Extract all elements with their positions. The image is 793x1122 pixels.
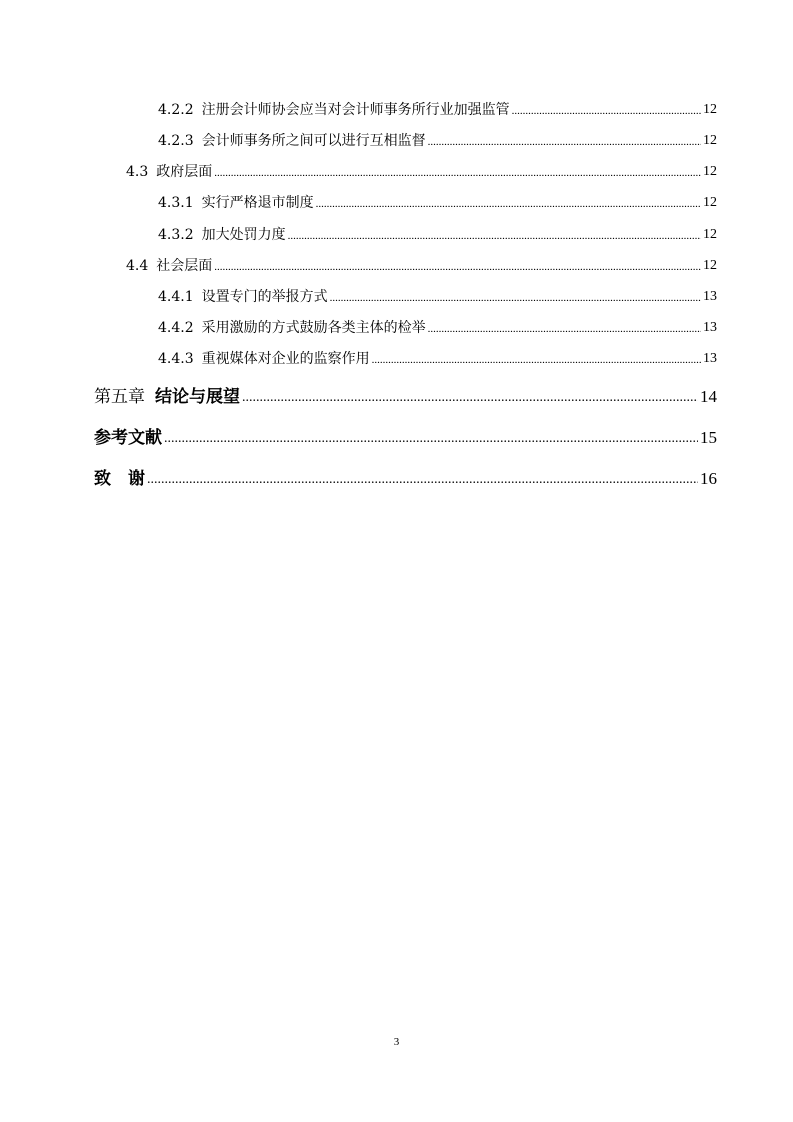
toc-entry-page: 13: [703, 289, 717, 304]
toc-entry-4-4-3[interactable]: [158, 349, 717, 369]
toc-leader-dots: [512, 102, 701, 120]
toc-entry-title: 结论与展望: [155, 387, 240, 407]
toc-entry-page: 15: [700, 428, 717, 447]
toc-entry-page: 12: [703, 227, 717, 242]
toc-entry-page: 12: [703, 133, 717, 148]
toc-entry-number: 4.2.2: [158, 102, 194, 118]
toc-entry-title: 致 谢: [94, 469, 145, 489]
toc-leader-dots: [164, 428, 698, 450]
toc-leader-dots: [330, 289, 701, 307]
toc-entry-page: 13: [703, 320, 717, 335]
toc-entry-title: 参考文献: [94, 428, 162, 448]
toc-entry-page: 16: [700, 469, 717, 488]
toc-entry-4-3-2[interactable]: [158, 225, 717, 245]
toc-entry-4-2-3[interactable]: [158, 131, 717, 151]
page-number: 3: [393, 1036, 400, 1048]
toc-entry-4-4-2[interactable]: [158, 318, 717, 338]
toc-entry-title: 实行严格退市制度: [201, 195, 314, 211]
toc-entry-4-2-2[interactable]: [158, 100, 717, 120]
toc-entry-page: 12: [703, 164, 717, 179]
toc-entry-4-3[interactable]: [126, 162, 717, 182]
toc-entry-number: 4.3.1: [158, 195, 194, 211]
toc-leader-dots: [214, 258, 701, 276]
toc-entry-4-3-1[interactable]: [158, 193, 717, 213]
toc-entry-acknowledgements[interactable]: [94, 467, 717, 491]
toc-entry-title: 政府层面: [156, 164, 213, 180]
toc-entry-title: 采用激励的方式鼓励各类主体的检举: [201, 320, 426, 336]
toc-leader-dots: [242, 387, 698, 409]
toc-leader-dots: [316, 195, 701, 213]
toc-entry-4-4[interactable]: [126, 256, 717, 276]
toc-entry-title: 会计师事务所之间可以进行互相监督: [201, 133, 426, 149]
toc-entry-page: 12: [703, 102, 717, 117]
toc-entry-page: 14: [700, 387, 717, 406]
toc-entry-page: 13: [703, 351, 717, 366]
toc-leader-dots: [428, 320, 701, 338]
toc-entry-number: 4.3.2: [158, 227, 194, 243]
toc-entry-4-4-1[interactable]: [158, 287, 717, 307]
toc-entry-number: 4.2.3: [158, 133, 194, 149]
toc-entry-page: 12: [703, 195, 717, 210]
toc-entry-title: 设置专门的举报方式: [201, 289, 328, 305]
toc-entry-number: 4.4: [126, 258, 149, 274]
toc-entry-number: 4.4.2: [158, 320, 194, 336]
toc-leader-dots: [428, 133, 701, 151]
toc-entry-number: 4.4.3: [158, 351, 194, 367]
toc-entry-references[interactable]: [94, 426, 717, 450]
toc-entry-title: 注册会计师协会应当对会计师事务所行业加强监管: [201, 102, 510, 118]
toc-entry-number: 4.4.1: [158, 289, 194, 305]
toc-entry-title: 重视媒体对企业的监察作用: [201, 351, 370, 367]
toc-leader-dots: [372, 351, 701, 369]
toc-entry-number: 第五章: [94, 387, 145, 407]
toc-leader-dots: [214, 164, 701, 182]
toc-leader-dots: [288, 227, 701, 245]
toc-entry-number: 4.3: [126, 164, 149, 180]
toc-entry-title: 加大处罚力度: [201, 227, 286, 243]
toc-leader-dots: [147, 469, 698, 491]
toc-entry-chapter-5[interactable]: [94, 385, 717, 409]
toc-entry-page: 12: [703, 258, 717, 273]
toc-entry-title: 社会层面: [156, 258, 213, 274]
